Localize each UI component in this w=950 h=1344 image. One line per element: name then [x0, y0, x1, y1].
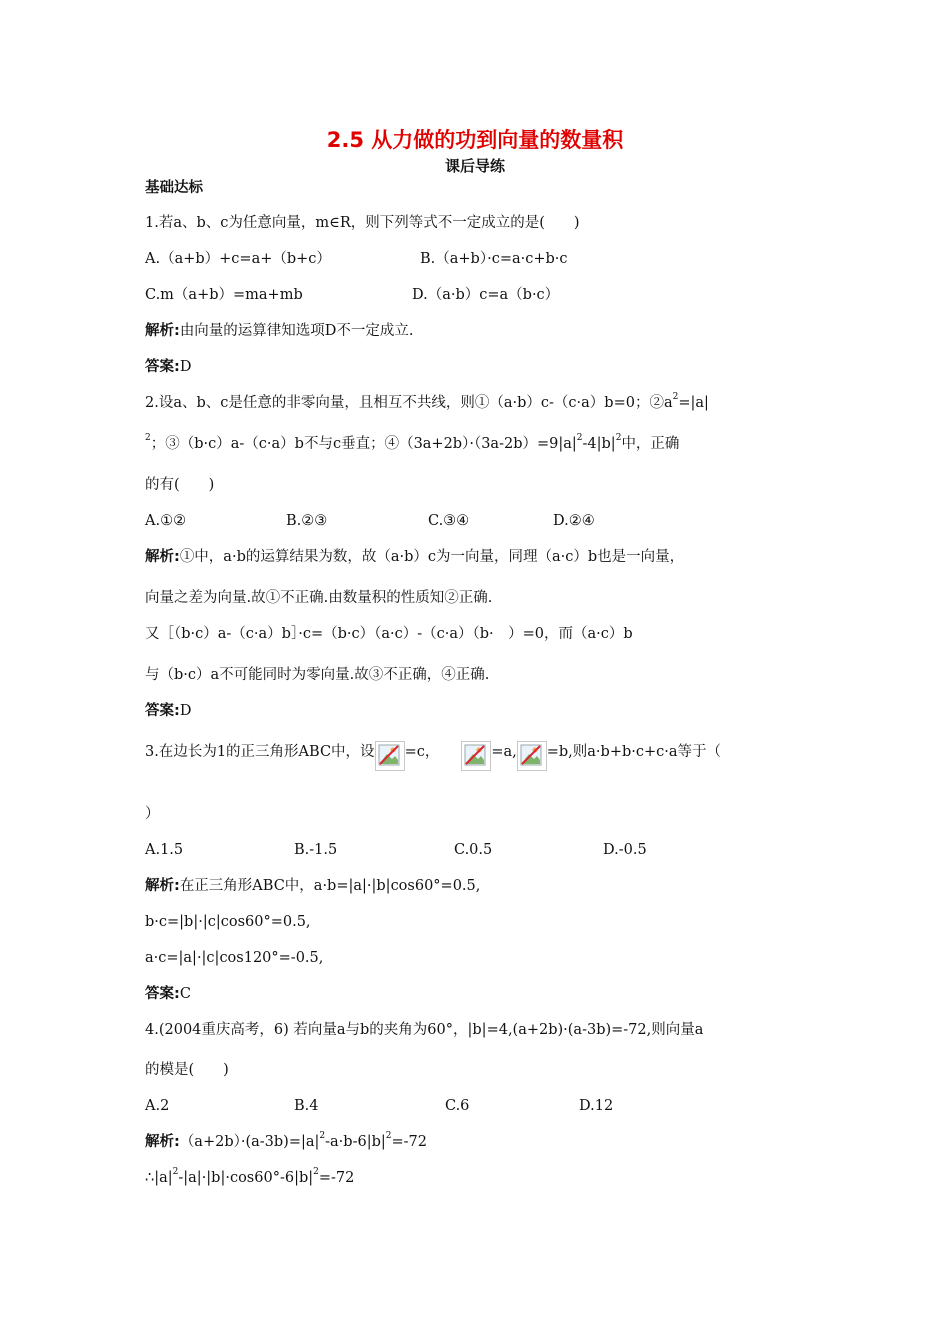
q2-stem-line2 [145, 434, 679, 454]
analysis-label: 解析: [145, 323, 180, 339]
q3-stem-line2: ） [145, 806, 160, 822]
superscript: 2 [313, 1167, 319, 1177]
analysis-text: ∴|a| [145, 1170, 173, 1186]
answer-value: C [179, 986, 191, 1002]
analysis-label: 解析: [145, 549, 180, 565]
broken-image-icon [375, 741, 405, 771]
q2-option-b: B.②③ [286, 513, 328, 529]
q3-answer [145, 984, 191, 1004]
q3-option-b: B.-1.5 [294, 842, 338, 858]
q1-option-c: C.m（a+b）=ma+mb [145, 287, 303, 303]
q1-option-a: A.（a+b）+c=a+（b+c） [145, 251, 331, 267]
q2-option-c: C.③④ [428, 513, 470, 529]
q2-stem-text: ；③（b·c）a-（c·a）b不与c垂直；④（3a+2b）·（3a-2b）=9|a| [150, 436, 577, 452]
q4-stem-line1: 4.(2004重庆高考，6) 若向量a与b的夹角为60°，|b|=4,(a+2b)·(a-3b)=-72,则向量a [145, 1022, 704, 1038]
answer-value: D [179, 359, 192, 375]
q2-option-a: A.①② [145, 513, 187, 529]
q3-analysis-line2: b·c=|b|·|c|cos60°=0.5, [145, 914, 311, 930]
q3-stem-text: =c， [404, 744, 440, 760]
analysis-text: -|a|·|b|·cos60°-6|b| [178, 1170, 314, 1186]
q3-stem-text: 3.在边长为1的正三角形ABC中，设 [145, 744, 375, 760]
superscript: 2 [319, 1131, 326, 1141]
analysis-text: 由向量的运算律知选项D不一定成立. [179, 323, 414, 339]
analysis-text: 在正三角形ABC中，a·b=|a|·|b|cos60°=0.5, [179, 878, 481, 894]
q3-stem-text: =a, [491, 744, 517, 760]
q4-option-d: D.12 [579, 1098, 614, 1114]
q2-stem-text: 中，正确 [621, 436, 680, 452]
superscript: 2 [145, 433, 151, 443]
q3-stem-line1 [145, 733, 721, 771]
q4-option-a: A.2 [145, 1098, 170, 1114]
analysis-text: ①中，a·b的运算结果为数，故（a·b）c为一向量，同理（a·c）b也是一向量， [179, 549, 685, 565]
q2-stem-line1 [145, 393, 709, 413]
analysis-text: （a+2b）·(a-3b)=|a| [179, 1134, 320, 1150]
q2-stem-text-end: =|a| [678, 395, 709, 411]
broken-image-icon [517, 741, 547, 771]
section-heading: 基础达标 [145, 180, 203, 196]
q2-stem-text: 2.设a、b、c是任意的非零向量，且相互不共线，则①（a·b）c-（c·a）b=0；②a [145, 395, 673, 411]
superscript: 2 [172, 1167, 179, 1177]
page-title: 2.5 从力做的功到向量的数量积 [326, 128, 624, 152]
superscript: 2 [615, 433, 622, 443]
q2-analysis-line4: 与（b·c）a不可能同时为零向量.故③不正确，④正确. [145, 667, 490, 683]
analysis-text: =-72 [391, 1134, 427, 1150]
q1-analysis [145, 321, 414, 341]
q4-option-c: C.6 [445, 1098, 470, 1114]
analysis-text: =-72 [318, 1170, 355, 1186]
answer-label: 答案: [145, 986, 180, 1002]
q1-option-b: B.（a+b）·c=a·c+b·c [420, 251, 568, 267]
q4-analysis-line2 [145, 1168, 354, 1188]
q3-option-d: D.-0.5 [603, 842, 647, 858]
analysis-label: 解析: [145, 1134, 180, 1150]
broken-image-icon [461, 741, 491, 771]
analysis-text: -a·b-6|b| [325, 1134, 386, 1150]
q4-option-b: B.4 [294, 1098, 319, 1114]
q2-analysis-line3: 又［（b·c）a-（c·a）b］·c=（b·c）（a·c）-（c·a）（b· ）=0，而（a·c）b [145, 626, 633, 642]
superscript: 2 [385, 1131, 392, 1141]
q4-analysis-line1 [145, 1132, 427, 1152]
q1-answer [145, 357, 191, 377]
q3-analysis-line3: a·c=|a|·|c|cos120°=-0.5, [145, 950, 324, 966]
analysis-label: 解析: [145, 878, 180, 894]
q3-option-a: A.1.5 [145, 842, 184, 858]
q2-analysis-line2: 向量之差为向量.故①不正确.由数量积的性质知②正确. [145, 590, 493, 606]
superscript: 2 [672, 392, 679, 402]
answer-value: D [179, 703, 192, 719]
q3-analysis-line1 [145, 876, 480, 896]
q2-stem-line3: 的有( ) [145, 477, 215, 493]
q2-option-d: D.②④ [553, 513, 595, 529]
q1-option-d: D.（a·b）c=a（b·c） [412, 287, 560, 303]
q4-stem-line2: 的模是( ) [145, 1062, 229, 1078]
q2-analysis-line1 [145, 547, 684, 567]
q3-stem-text: =b,则a·b+b·c+c·a等于（ [546, 744, 722, 760]
q3-option-c: C.0.5 [454, 842, 493, 858]
q2-answer [145, 701, 191, 721]
answer-label: 答案: [145, 703, 180, 719]
answer-label: 答案: [145, 359, 180, 375]
q1-stem: 1.若a、b、c为任意向量，m∈R，则下列等式不一定成立的是( ) [145, 215, 580, 231]
superscript: 2 [576, 433, 583, 443]
page-subtitle: 课后导练 [444, 157, 505, 175]
q2-stem-text: -4|b| [582, 436, 616, 452]
